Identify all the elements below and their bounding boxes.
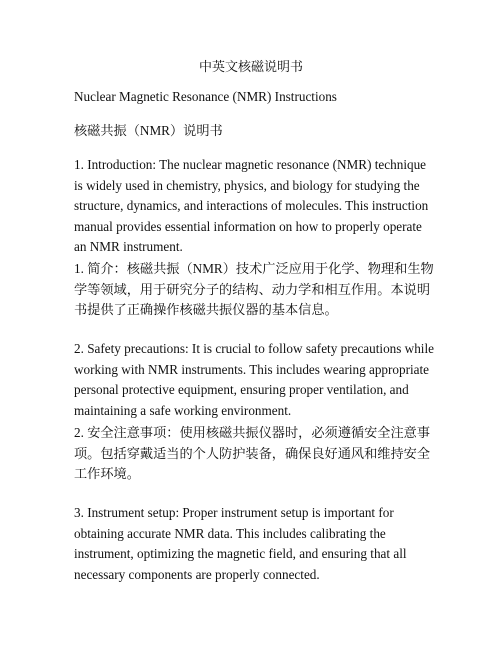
section-3-english: 3. Instrument setup: Proper instrument setup is important for obtaining accurate NMR data. This includes calibrating the instrument, optimizing the magnetic field, and ensuring that all necessary components are properly connected. <box>74 505 407 582</box>
section-1-english: 1. Introduction: The nuclear magnetic resonance (NMR) technique is widely used in chemistry, physics, and biology for studying the structure, dynamics, and interactions of molecules. This instruction manual provides essential information on how to properly operate an NMR instrument. <box>74 157 429 254</box>
english-title: Nuclear Magnetic Resonance (NMR) Instructions <box>74 89 337 104</box>
section-1-chinese: 1. 简介：核磁共振（NMR）技术广泛应用于化学、物理和生物学等领域，用于研究分子的结构、动力学和相互作用。本说明书提供了正确操作核磁共振仪器的基本信息。 <box>74 261 434 317</box>
section-2-chinese: 2. 安全注意事项：使用核磁共振仪器时，必须遵循安全注意事项。包括穿戴适当的个人防护装备，确保良好通风和维持安全工作环境。 <box>74 425 431 481</box>
chinese-title: 核磁共振（NMR）说明书 <box>74 123 223 138</box>
section-2-english: 2. Safety precautions: It is crucial to follow safety precautions while working with NMR instruments. This includes wearing appropriate personal protective equipment, ensuring proper ventilation, and maintaining a safe working environment. <box>74 341 434 418</box>
document-title: 中英文核磁说明书 <box>198 59 303 74</box>
